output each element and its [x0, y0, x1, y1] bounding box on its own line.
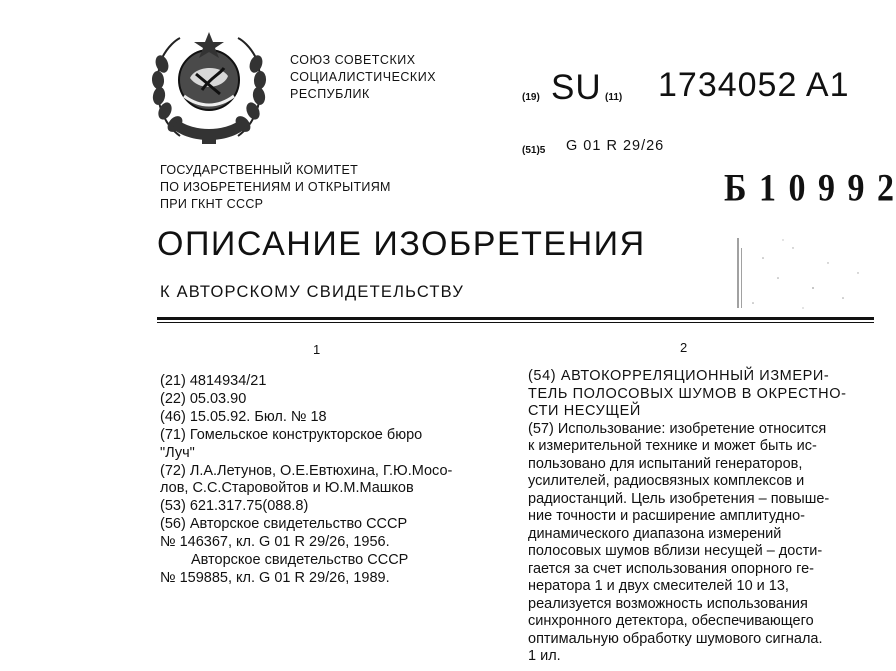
biblio-line: "Луч": [160, 444, 195, 461]
abstract-line: усилителей, радиосвязных комплексов и: [528, 473, 805, 489]
country-code: SU: [551, 68, 602, 107]
biblio-line: № 146367, кл. G 01 R 29/26, 1956.: [160, 534, 390, 551]
biblio-line: (46) 15.05.92. Бюл. № 18: [160, 408, 327, 425]
document-subtitle: К АВТОРСКОМУ СВИДЕТЕЛЬСТВУ: [160, 283, 465, 301]
abstract-line: (57) Использование: изобретение относится: [528, 420, 827, 437]
biblio-line: (53) 621.317.75(088.8): [160, 498, 309, 515]
biblio-line: № 159885, кл. G 01 R 29/26, 1989.: [160, 569, 390, 586]
abstract-line: радиостанций. Цель изобретения – повыше-: [528, 490, 830, 507]
column-number-right: 2: [680, 340, 688, 355]
abstract-line: оптимальную обработку шумового сигнала.: [528, 630, 823, 647]
abstract-line: реализуется возможность использования: [528, 595, 808, 612]
document-number: 1734052 A1: [658, 66, 850, 104]
abstract-line: к измерительной технике и может быть ис-: [528, 438, 817, 454]
ipc-classification: G 01 R 29/26: [566, 138, 665, 154]
invention-title-line: ТЕЛЬ ПОЛОСОВЫХ ШУМОВ В ОКРЕСТНО-: [528, 385, 847, 402]
abstract-line: нератора 1 и двух смесителей 10 и 13,: [528, 578, 789, 594]
abstract-line: гается за счет использования опорного ге-: [528, 560, 815, 577]
scan-noise: [733, 228, 874, 318]
biblio-line: (72) Л.А.Летунов, О.Е.Евтюхина, Г.Ю.Мосо-: [160, 462, 453, 479]
biblio-line: (22) 05.03.90: [160, 390, 247, 407]
header-rule-thin: [157, 322, 874, 323]
invention-title-line: (54) АВТОКОРРЕЛЯЦИОННЫЙ ИЗМЕРИ-: [528, 368, 830, 384]
abstract-line: полосовых шумов вблизи несущей – дости-: [528, 543, 823, 559]
column-number-left: 1: [313, 342, 321, 357]
biblio-line: Авторское свидетельство СССР: [191, 552, 409, 569]
biblio-line: лов, С.С.Старовойтов и Ю.М.Машков: [160, 480, 414, 497]
inid-code-51: (51)5: [522, 145, 546, 156]
header-rule: [157, 317, 874, 320]
biblio-line: (21) 4814934/21: [160, 373, 267, 389]
biblio-line: (71) Гомельское конструкторское бюро: [160, 426, 423, 443]
abstract-line: пользовано для испытаний генераторов,: [528, 455, 803, 472]
abstract-line: динамического диапазона измерений: [528, 525, 782, 542]
biblio-line: (56) Авторское свидетельство СССР: [160, 516, 408, 533]
library-stamp: Б 1 0 9 9 2: [724, 167, 896, 210]
bibliographic-data: [160, 373, 452, 588]
document-title: ОПИСАНИЕ ИЗОБРЕТЕНИЯ: [157, 225, 646, 263]
abstract-line: ние точности и расширение амплитудно-: [528, 508, 806, 524]
inid-code-19: (19): [522, 92, 540, 103]
committee-name: ГОСУДАРСТВЕННЫЙ КОМИТЕТ ПО ИЗОБРЕТЕНИЯМ И ОТКРЫТИЯМ ПРИ ГКНТ СССР: [160, 163, 391, 211]
inid-code-11: (11): [605, 92, 623, 103]
abstract: [528, 368, 847, 666]
invention-title-line: СТИ НЕСУЩЕЙ: [528, 403, 641, 419]
abstract-line: синхронного детектора, обеспечивающего: [528, 613, 814, 629]
state-emblem: [150, 28, 268, 148]
country-name: СОЮЗ СОВЕТСКИХ СОЦИАЛИСТИЧЕСКИХ РЕСПУБЛИК: [290, 53, 437, 101]
abstract-line: 1 ил.: [528, 648, 561, 664]
